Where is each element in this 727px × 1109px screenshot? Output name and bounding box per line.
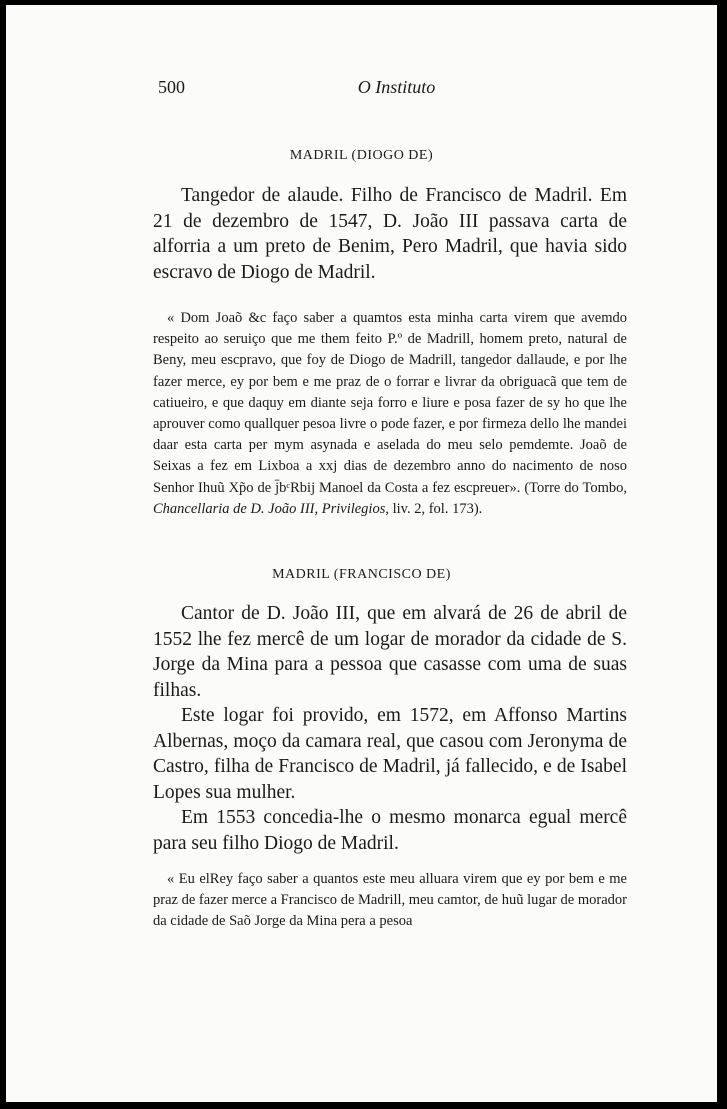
section2-paragraph-1: Cantor de D. João III, que em alvará de 26 de abril de 1552 lhe fez mercê de um logar de morador da cidade de S. Jorge da Mina para a pessoa que casasse com uma de suas filhas. [153,603,627,701]
quote-paragraph [153,308,627,520]
running-title: O Instituto [357,77,436,97]
book-page [6,5,717,1102]
quote-source-end: liv. 2, fol. 173). [388,500,483,517]
quote-paragraph-2: « Eu elRey faço saber a quantos este meu alluara virem que ey por bem e me praz de fazer merce a Francisco de Madrill, meu camtor, de huũ lugar de morador da cidade de Saõ Jorge da Mina pera a pesoa [153,871,627,930]
section-heading-francisco: MADRIL (FRANCISCO DE) [272,567,451,582]
section1-body [153,183,627,285]
section2-paragraph-3: Em 1553 concedia-lhe o mesmo monarca egual mercê para seu filho Diogo de Madril. [153,807,627,854]
section2-body [153,601,627,856]
quote-source-title: Chancellaria de D. João III, Privilegios, [153,500,389,517]
page-number: 500 [158,77,185,97]
section2-quote [153,869,627,933]
quote-text: « Dom Joaõ &c faço saber a quamtos esta minha carta virem que avemdo respeito ao seruiço que me them feito P.º de Madrill, homem preto, natural de Beny, meu escpravo, que foy de Diogo de Madrill, tangedor dallaude, e por lhe fazer merce, ey por bem e me praz de o forrar e livrar da obriguacã que tem de catiueiro, e que daquy em diante seja forro e liure e posa fazer de sy ho que lhe aprouver como quallquer pesoa livre o pode fazer, e por firmeza dello lhe mandei daar esta carta per mym asynada e aselada do meu selo pemdemte. Joaõ de Seixas a fez em Lixboa a xxj dias de dezembro anno do nacimento de noso Senhor Ihuũ Xp̃o de j̄bᶜRbij Manoel da Costa a fez escpreuer». (Torre do Tombo, [153,310,627,496]
section1-paragraph: Tangedor de alaude. Filho de Francisco de Madril. Em 21 de dezembro de 1547, D. João III passava carta de alforria a um preto de Benim, Pero Madril, que havia sido escravo de Diogo de Madril. [153,185,627,283]
section2-paragraph-2: Este logar foi provido, em 1572, em Affonso Martins Albernas, moço da camara real, que casou com Jeronyma de Castro, filha de Francisco de Madril, já fallecido, e de Isabel Lopes sua mulher. [153,705,627,803]
section-heading-diogo: MADRIL (DIOGO DE) [289,148,434,163]
section1-quote [153,308,627,520]
